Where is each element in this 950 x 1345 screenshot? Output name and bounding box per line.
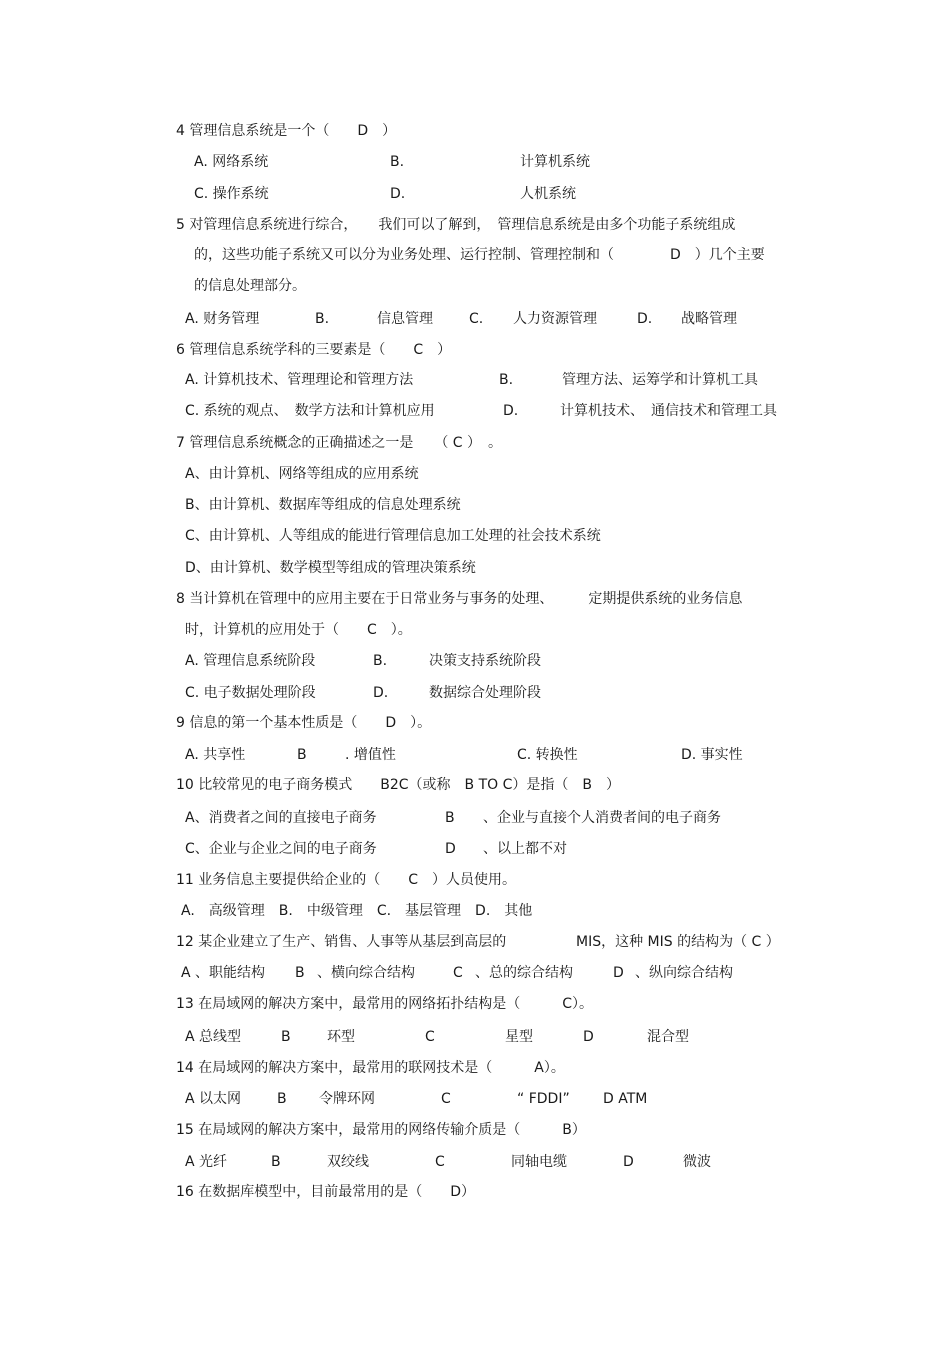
question-8-stem-line-1: 8 当计算机在管理中的应用主要在于日常业务与事务的处理、 定期提供系统的业务信息: [176, 591, 743, 607]
option-b-letter: B: [445, 810, 455, 826]
option-b-letter: B.: [390, 154, 405, 170]
option-d: 、纵向综合结构: [635, 965, 733, 981]
option-d-letter: D.: [637, 311, 653, 327]
option-a: A、消费者之间的直接电子商务: [185, 810, 377, 826]
question-7-option-b: B、由计算机、数据库等组成的信息处理系统: [185, 497, 461, 513]
question-7-stem: 7 管理信息系统概念的正确描述之一是 （ C ） 。: [176, 435, 503, 451]
question-5-stem-line-1: 5 对管理信息系统进行综合， 我们可以了解到， 管理信息系统是由多个功能子系统组成: [176, 217, 736, 233]
question-11-stem: 11 业务信息主要提供给企业的（ C ）人员使用。: [176, 872, 517, 888]
option-b: 信息管理: [377, 311, 433, 327]
option-c-letter: C.: [469, 311, 484, 327]
option-c: 、总的综合结构: [475, 965, 573, 981]
option-b-letter: B: [277, 1091, 287, 1107]
option-d-letter: D: [583, 1029, 594, 1045]
option-d: 混合型: [647, 1029, 689, 1045]
option-c: C. 电子数据处理阶段: [185, 685, 316, 701]
option-b-letter: B: [295, 965, 305, 981]
option-b: 环型: [327, 1029, 355, 1045]
option-a: A 光纤: [185, 1154, 228, 1170]
question-11-options: A. 高级管理 B. 中级管理 C. 基层管理 D. 其他: [181, 903, 533, 919]
option-b: 令牌环网: [319, 1091, 375, 1107]
question-7-option-d: D、由计算机、数学模型等组成的管理决策系统: [185, 560, 476, 576]
question-5-stem-line-2: 的，这些功能子系统又可以分为业务处理、运行控制、管理控制和（ D ）几个主要: [194, 247, 765, 263]
question-7-option-c: C、由计算机、人等组成的能进行管理信息加工处理的社会技术系统: [185, 528, 601, 544]
option-c: C. 转换性: [517, 747, 578, 763]
option-c-letter: C: [425, 1029, 435, 1045]
option-c-letter: C: [441, 1091, 451, 1107]
option-a: A. 财务管理: [185, 311, 260, 327]
question-8-stem-line-2: 时，计算机的应用处于（ C ）。: [185, 622, 412, 638]
option-d: D ATM: [603, 1091, 648, 1107]
question-9-stem: 9 信息的第一个基本性质是（ D ）。: [176, 715, 432, 731]
option-c: 同轴电缆: [511, 1154, 567, 1170]
option-d: 战略管理: [681, 311, 737, 327]
option-d: D. 事实性: [681, 747, 743, 763]
option-b: 决策支持系统阶段: [429, 653, 541, 669]
option-a: A. 计算机技术、管理理论和管理方法: [185, 372, 414, 388]
option-a: A. 网络系统: [194, 154, 269, 170]
option-d: 人机系统: [520, 186, 576, 202]
option-a: A 、职能结构: [181, 965, 266, 981]
option-a: A. 共享性: [185, 747, 246, 763]
option-b: 双绞线: [327, 1154, 369, 1170]
option-b: . 增值性: [345, 747, 396, 763]
option-d: 、以上都不对: [483, 841, 567, 857]
option-d: 数据综合处理阶段: [429, 685, 541, 701]
option-b: 、企业与直接个人消费者间的电子商务: [483, 810, 721, 826]
option-c: C. 系统的观点、 数学方法和计算机应用: [185, 403, 435, 419]
option-d-letter: D: [613, 965, 624, 981]
question-12-stem-part-1: 12 某企业建立了生产、销售、人事等从基层到高层的: [176, 934, 507, 950]
option-c: C. 操作系统: [194, 186, 269, 202]
option-b: 管理方法、运筹学和计算机工具: [562, 372, 758, 388]
option-d-letter: D.: [503, 403, 519, 419]
option-d-letter: D: [445, 841, 456, 857]
option-b-letter: B: [297, 747, 307, 763]
question-13-stem: 13 在局域网的解决方案中，最常用的网络拓扑结构是（ C）。: [176, 996, 594, 1012]
question-14-stem: 14 在局域网的解决方案中，最常用的联网技术是（ A）。: [176, 1060, 565, 1076]
question-7-option-a: A、由计算机、网络等组成的应用系统: [185, 466, 419, 482]
option-c-letter: C: [453, 965, 463, 981]
option-b-letter: B.: [315, 311, 330, 327]
option-b-letter: B: [271, 1154, 281, 1170]
option-b-letter: B.: [373, 653, 388, 669]
option-d-letter: D.: [373, 685, 389, 701]
option-b-letter: B: [281, 1029, 291, 1045]
option-b: 计算机系统: [520, 154, 590, 170]
question-6-stem: 6 管理信息系统学科的三要素是（ C ）: [176, 342, 452, 358]
option-c-letter: C: [435, 1154, 445, 1170]
question-10-stem: 10 比较常见的电子商务模式 B2C（或称 B TO C）是指（ B ）: [176, 777, 621, 793]
option-c: 星型: [505, 1029, 533, 1045]
option-b-letter: B.: [499, 372, 514, 388]
option-c: 人力资源管理: [513, 311, 597, 327]
option-c: “ FDDI”: [517, 1091, 570, 1107]
option-d: 计算机技术、 通信技术和管理工具: [560, 403, 777, 419]
question-15-stem: 15 在局域网的解决方案中，最常用的网络传输介质是（ B）: [176, 1122, 586, 1138]
question-12-stem-part-2: MIS，这种 MIS 的结构为（ C ）: [576, 934, 780, 950]
option-a: A 总线型: [185, 1029, 242, 1045]
option-d-letter: D.: [390, 186, 406, 202]
option-a: A. 管理信息系统阶段: [185, 653, 316, 669]
question-16-stem: 16 在数据库模型中，目前最常用的是（ D）: [176, 1184, 476, 1200]
question-5-stem-line-3: 的信息处理部分。: [194, 278, 306, 294]
option-c: C、企业与企业之间的电子商务: [185, 841, 377, 857]
question-4-stem: 4 管理信息系统是一个（ D ）: [176, 123, 397, 139]
option-d: 微波: [683, 1154, 711, 1170]
option-a: A 以太网: [185, 1091, 242, 1107]
option-b: 、横向综合结构: [317, 965, 415, 981]
option-d-letter: D: [623, 1154, 634, 1170]
